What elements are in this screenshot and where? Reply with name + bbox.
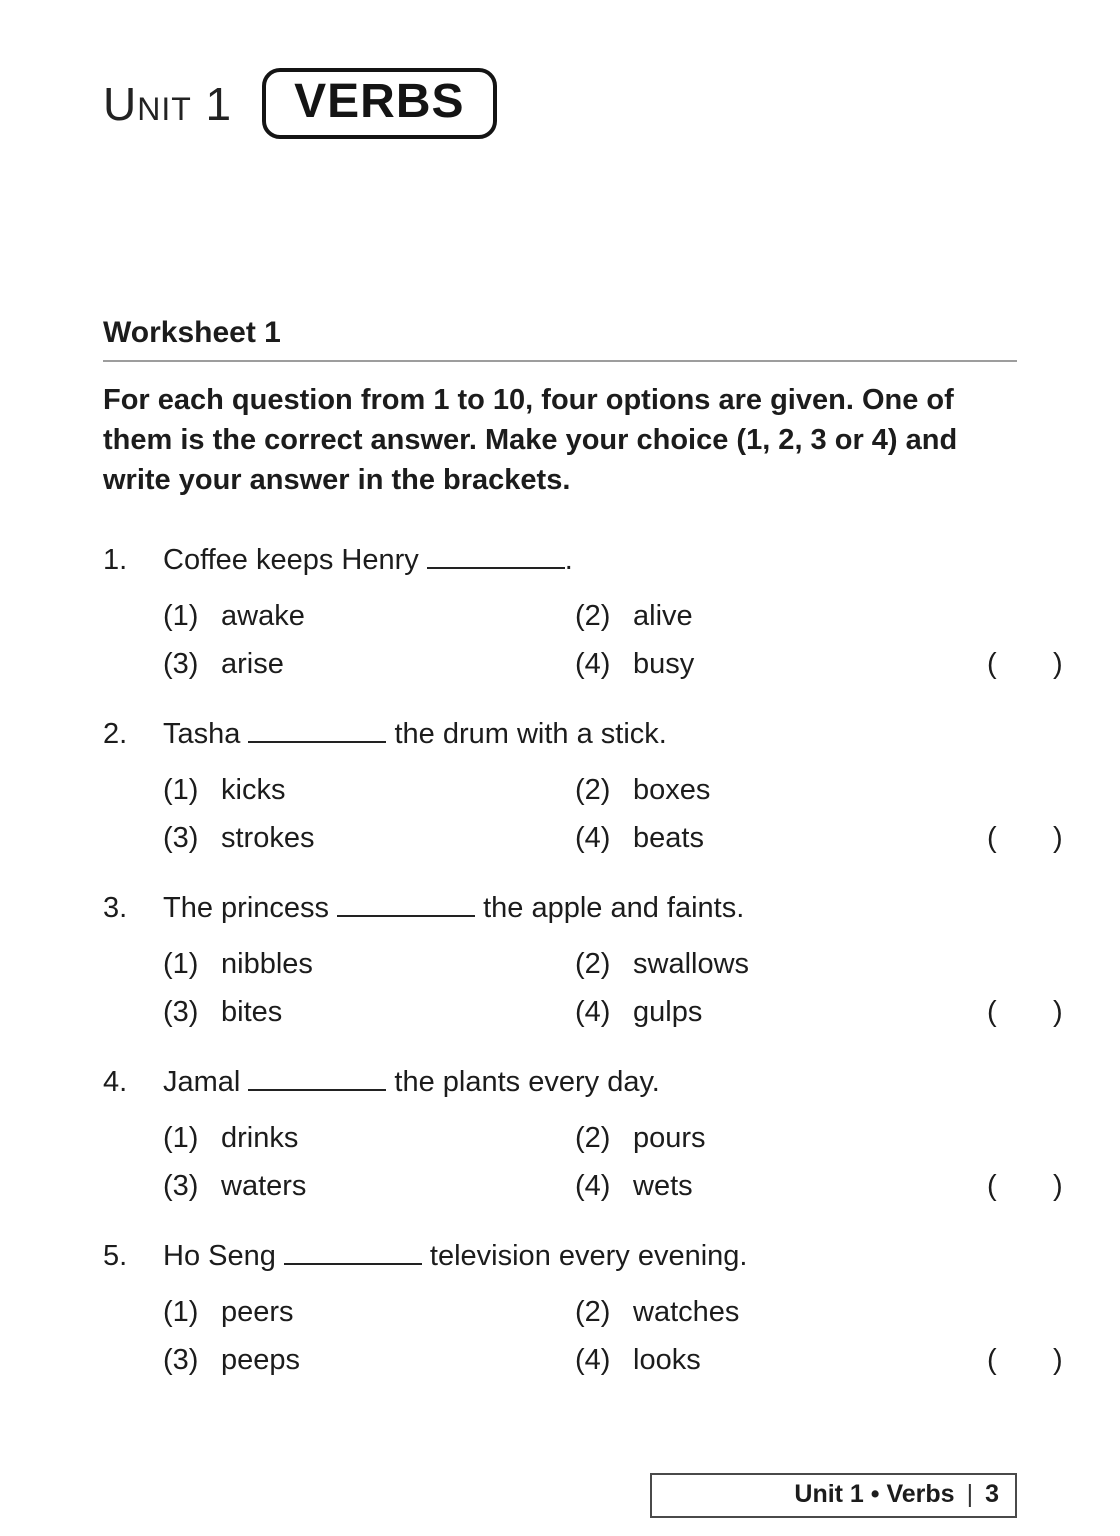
option-3: (3) waters (163, 1170, 307, 1203)
option-1: (1) nibbles (163, 948, 313, 981)
options (163, 766, 1063, 862)
unit-header (103, 68, 497, 139)
instructions (103, 380, 1017, 500)
option-2: (2) alive (575, 600, 693, 633)
option-2: (2) swallows (575, 948, 750, 981)
option-3: (3) bites (163, 996, 283, 1029)
options (163, 1288, 1063, 1384)
question-text: Jamal the plants every day. (163, 1066, 660, 1099)
question-5 (103, 1236, 1063, 1384)
option-2: (2) pours (575, 1122, 706, 1155)
question-text: Coffee keeps Henry . (163, 544, 573, 577)
option-3: (3) peeps (163, 1344, 301, 1377)
option-1: (1) peers (163, 1296, 294, 1329)
question-3 (103, 888, 1063, 1036)
unit-title-box (262, 68, 496, 139)
answer-blank[interactable] (284, 1263, 422, 1265)
answer-bracket[interactable]: ( ) (987, 1344, 1063, 1377)
footer-label: Unit 1 • Verbs (794, 1480, 955, 1508)
option-4: (4) gulps (575, 996, 703, 1029)
option-4: (4) beats (575, 822, 704, 855)
answer-bracket[interactable]: ( ) (987, 648, 1063, 681)
question-4 (103, 1062, 1063, 1210)
option-3: (3) strokes (163, 822, 315, 855)
option-2: (2) boxes (575, 774, 711, 807)
page-footer (650, 1473, 1017, 1518)
unit-title: VERBS (294, 75, 465, 128)
answer-bracket[interactable]: ( ) (987, 996, 1063, 1029)
answer-blank[interactable] (427, 567, 565, 569)
worksheet-heading: Worksheet 1 (103, 316, 1017, 362)
footer-page-number: 3 (985, 1480, 999, 1508)
answer-blank[interactable] (248, 1089, 386, 1091)
answer-bracket[interactable]: ( ) (987, 1170, 1063, 1203)
question-number: 4. (103, 1066, 128, 1099)
question-1 (103, 540, 1063, 688)
option-1: (1) awake (163, 600, 305, 633)
question-text: Tasha the drum with a stick. (163, 718, 667, 751)
instructions-line: them is the correct answer. Make your choice (1, 2, 3 or 4) and (103, 424, 958, 457)
option-2: (2) watches (575, 1296, 740, 1329)
footer-separator: | (966, 1480, 974, 1508)
options (163, 592, 1063, 688)
question-2 (103, 714, 1063, 862)
question-text: The princess the apple and faints. (163, 892, 745, 925)
option-3: (3) arise (163, 648, 284, 681)
options (163, 1114, 1063, 1210)
question-text: Ho Seng television every evening. (163, 1240, 748, 1273)
option-1: (1) kicks (163, 774, 286, 807)
instructions-line: write your answer in the brackets. (103, 464, 571, 497)
answer-bracket[interactable]: ( ) (987, 822, 1063, 855)
option-1: (1) drinks (163, 1122, 299, 1155)
unit-label: Unit 1 (103, 77, 233, 130)
option-4: (4) looks (575, 1344, 701, 1377)
question-number: 2. (103, 718, 128, 751)
answer-blank[interactable] (337, 915, 475, 917)
question-number: 1. (103, 544, 128, 577)
question-list (103, 540, 1063, 1384)
answer-blank[interactable] (248, 741, 386, 743)
question-number: 3. (103, 892, 128, 925)
question-number: 5. (103, 1240, 128, 1273)
option-4: (4) wets (575, 1170, 693, 1203)
options (163, 940, 1063, 1036)
instructions-line: For each question from 1 to 10, four options are given. One of (103, 384, 954, 416)
option-4: (4) busy (575, 648, 695, 681)
